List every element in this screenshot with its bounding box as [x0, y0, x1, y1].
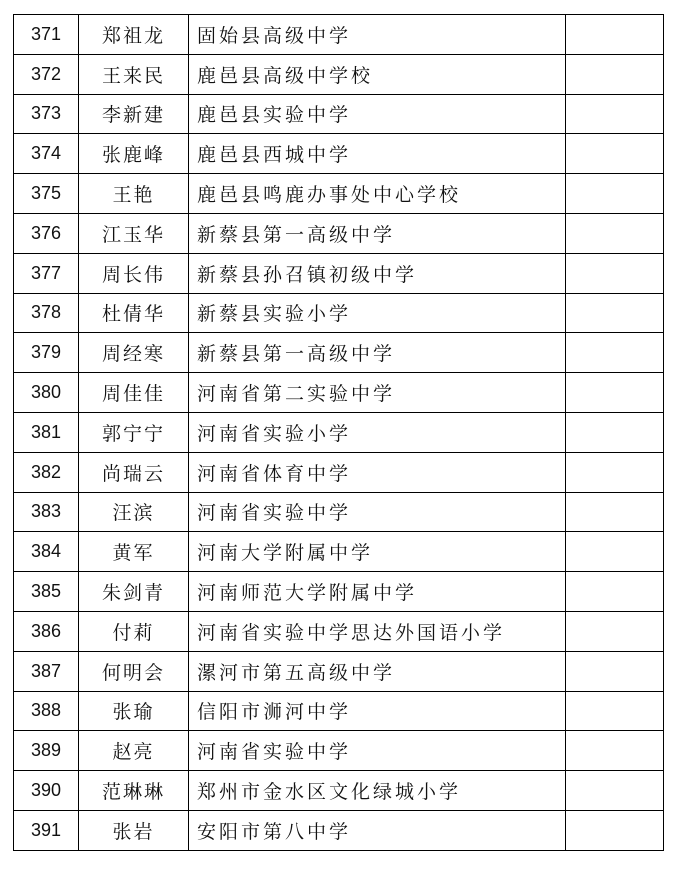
- school-cell: 新蔡县第一高级中学: [189, 213, 566, 253]
- roster-table-container: [13, 14, 663, 851]
- row-number-cell: 384: [14, 532, 79, 572]
- name-cell: 张瑜: [79, 691, 189, 731]
- name-cell: 赵亮: [79, 731, 189, 771]
- table-row: [14, 412, 664, 452]
- name-cell: 郭宁宁: [79, 412, 189, 452]
- table-row: [14, 731, 664, 771]
- school-cell: 河南省实验中学: [189, 731, 566, 771]
- school-cell: 河南省第二实验中学: [189, 373, 566, 413]
- table-row: [14, 373, 664, 413]
- remark-cell: [566, 253, 664, 293]
- remark-cell: [566, 452, 664, 492]
- school-cell: 鹿邑县西城中学: [189, 134, 566, 174]
- name-cell: 黄军: [79, 532, 189, 572]
- name-cell: 王来民: [79, 54, 189, 94]
- name-cell: 杜倩华: [79, 293, 189, 333]
- school-cell: 安阳市第八中学: [189, 810, 566, 850]
- roster-table: [13, 14, 664, 851]
- remark-cell: [566, 293, 664, 333]
- name-cell: 周经寒: [79, 333, 189, 373]
- remark-cell: [566, 492, 664, 532]
- name-cell: 江玉华: [79, 213, 189, 253]
- row-number-cell: 374: [14, 134, 79, 174]
- school-cell: 漯河市第五高级中学: [189, 651, 566, 691]
- school-cell: 固始县高级中学: [189, 15, 566, 55]
- table-row: [14, 213, 664, 253]
- remark-cell: [566, 412, 664, 452]
- remark-cell: [566, 731, 664, 771]
- row-number-cell: 376: [14, 213, 79, 253]
- table-row: [14, 54, 664, 94]
- name-cell: 张岩: [79, 810, 189, 850]
- school-cell: 河南师范大学附属中学: [189, 572, 566, 612]
- remark-cell: [566, 810, 664, 850]
- table-row: [14, 452, 664, 492]
- name-cell: 郑祖龙: [79, 15, 189, 55]
- row-number-cell: 386: [14, 611, 79, 651]
- name-cell: 周长伟: [79, 253, 189, 293]
- row-number-cell: 377: [14, 253, 79, 293]
- table-row: [14, 293, 664, 333]
- school-cell: 新蔡县孙召镇初级中学: [189, 253, 566, 293]
- remark-cell: [566, 771, 664, 811]
- remark-cell: [566, 611, 664, 651]
- row-number-cell: 381: [14, 412, 79, 452]
- school-cell: 郑州市金水区文化绿城小学: [189, 771, 566, 811]
- school-cell: 鹿邑县高级中学校: [189, 54, 566, 94]
- remark-cell: [566, 15, 664, 55]
- remark-cell: [566, 572, 664, 612]
- row-number-cell: 375: [14, 174, 79, 214]
- remark-cell: [566, 373, 664, 413]
- row-number-cell: 388: [14, 691, 79, 731]
- row-number-cell: 380: [14, 373, 79, 413]
- row-number-cell: 378: [14, 293, 79, 333]
- row-number-cell: 391: [14, 810, 79, 850]
- row-number-cell: 371: [14, 15, 79, 55]
- table-row: [14, 94, 664, 134]
- table-row: [14, 771, 664, 811]
- school-cell: 新蔡县实验小学: [189, 293, 566, 333]
- remark-cell: [566, 94, 664, 134]
- school-cell: 河南省实验中学: [189, 492, 566, 532]
- school-cell: 河南省体育中学: [189, 452, 566, 492]
- name-cell: 尚瑞云: [79, 452, 189, 492]
- name-cell: 王艳: [79, 174, 189, 214]
- school-cell: 河南大学附属中学: [189, 532, 566, 572]
- school-cell: 信阳市浉河中学: [189, 691, 566, 731]
- table-row: [14, 174, 664, 214]
- table-row: [14, 134, 664, 174]
- table-row: [14, 15, 664, 55]
- remark-cell: [566, 532, 664, 572]
- row-number-cell: 372: [14, 54, 79, 94]
- table-row: [14, 572, 664, 612]
- row-number-cell: 385: [14, 572, 79, 612]
- table-row: [14, 492, 664, 532]
- table-row: [14, 532, 664, 572]
- school-cell: 鹿邑县实验中学: [189, 94, 566, 134]
- row-number-cell: 373: [14, 94, 79, 134]
- remark-cell: [566, 213, 664, 253]
- name-cell: 李新建: [79, 94, 189, 134]
- row-number-cell: 390: [14, 771, 79, 811]
- name-cell: 何明会: [79, 651, 189, 691]
- name-cell: 张鹿峰: [79, 134, 189, 174]
- table-row: [14, 611, 664, 651]
- school-cell: 新蔡县第一高级中学: [189, 333, 566, 373]
- name-cell: 付莉: [79, 611, 189, 651]
- remark-cell: [566, 333, 664, 373]
- name-cell: 周佳佳: [79, 373, 189, 413]
- school-cell: 河南省实验中学思达外国语小学: [189, 611, 566, 651]
- remark-cell: [566, 54, 664, 94]
- remark-cell: [566, 174, 664, 214]
- remark-cell: [566, 651, 664, 691]
- table-row: [14, 253, 664, 293]
- table-row: [14, 333, 664, 373]
- name-cell: 汪滨: [79, 492, 189, 532]
- roster-table-body: [14, 15, 664, 851]
- row-number-cell: 389: [14, 731, 79, 771]
- row-number-cell: 387: [14, 651, 79, 691]
- table-row: [14, 810, 664, 850]
- name-cell: 范琳琳: [79, 771, 189, 811]
- row-number-cell: 379: [14, 333, 79, 373]
- remark-cell: [566, 691, 664, 731]
- table-row: [14, 651, 664, 691]
- row-number-cell: 383: [14, 492, 79, 532]
- school-cell: 河南省实验小学: [189, 412, 566, 452]
- table-row: [14, 691, 664, 731]
- row-number-cell: 382: [14, 452, 79, 492]
- name-cell: 朱剑青: [79, 572, 189, 612]
- remark-cell: [566, 134, 664, 174]
- school-cell: 鹿邑县鸣鹿办事处中心学校: [189, 174, 566, 214]
